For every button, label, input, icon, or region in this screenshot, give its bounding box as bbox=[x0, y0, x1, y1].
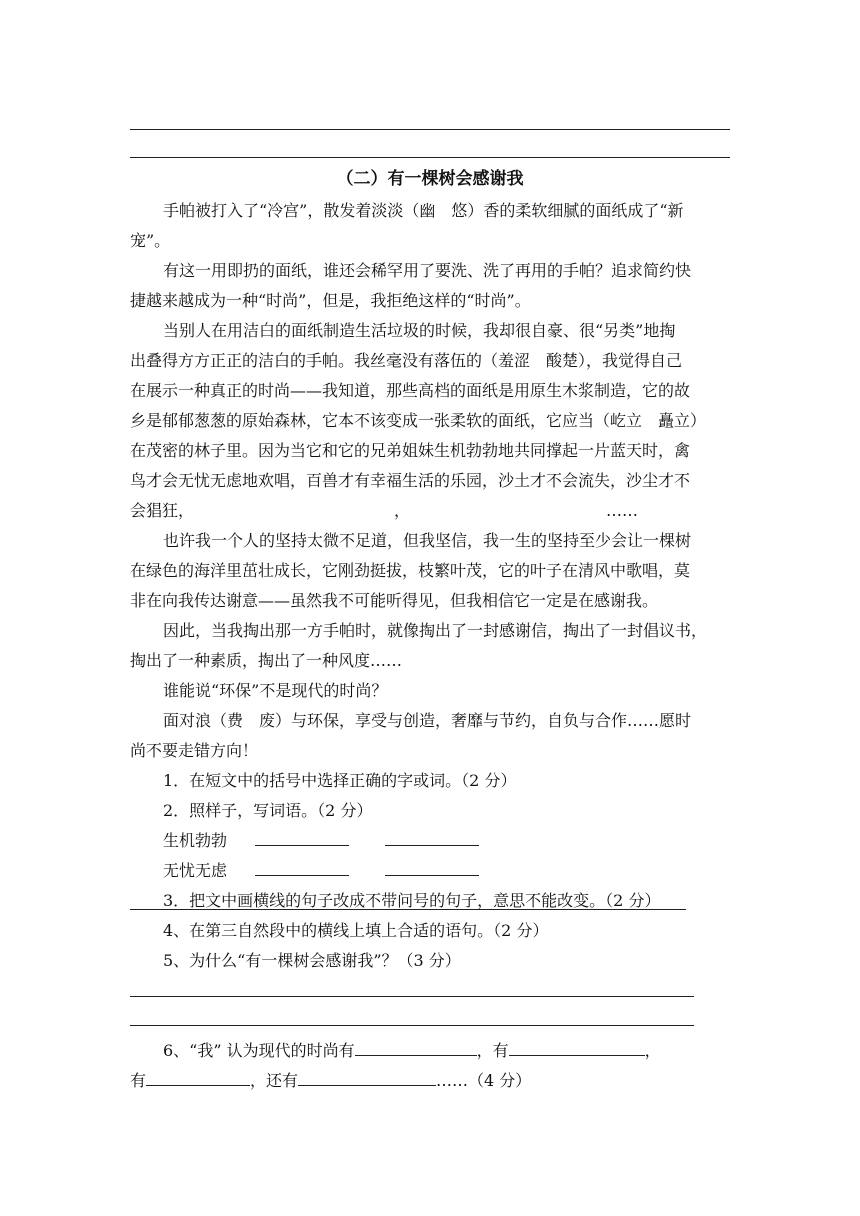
line-mid-text: ， bbox=[394, 501, 411, 520]
passage-title: （二）有一棵树会感谢我 bbox=[336, 169, 524, 189]
line-end-text: …… bbox=[606, 501, 639, 520]
answer-blank[interactable] bbox=[509, 1037, 645, 1056]
passage-line: 掏出了一种素质，掏出了一种风度…… bbox=[130, 651, 403, 670]
answer-blank[interactable] bbox=[146, 1067, 250, 1086]
passage-line: 在茂密的林子里。因为当它和它的兄弟姐妹生机勃勃地共同撑起一片蓝天时，禽 bbox=[130, 441, 691, 460]
top-rule-1 bbox=[130, 129, 730, 130]
question-4: 4、在第三自然段中的横线上填上合适的语句。（2 分） bbox=[163, 921, 549, 940]
q2-example-row-2 bbox=[163, 856, 479, 886]
answer-line-q5-2[interactable] bbox=[130, 1025, 694, 1026]
q6-text-a: 6、“我” 认为现代的时尚有 bbox=[163, 1041, 355, 1060]
answer-line-q5-1[interactable] bbox=[130, 996, 694, 997]
question-2: 2．照样子，写词语。（2 分） bbox=[163, 801, 373, 820]
q6-text-b: ，有 bbox=[476, 1041, 509, 1060]
q6-text-d: 有 bbox=[130, 1071, 147, 1090]
q6-text-f: ……（4 分） bbox=[436, 1071, 532, 1090]
answer-line-q3[interactable] bbox=[130, 909, 686, 910]
line-start-text: 会猖狂， bbox=[130, 501, 195, 520]
answer-blank[interactable] bbox=[385, 857, 479, 876]
q2-example-2: 无忧无虑 bbox=[163, 861, 228, 880]
question-6-row-1 bbox=[163, 1036, 661, 1066]
question-6-row-2 bbox=[130, 1066, 531, 1096]
question-3: 3．把文中画横线的句子改成不带问号的句子，意思不能改变。（2 分） bbox=[163, 891, 661, 910]
passage-line: 当别人在用洁白的面纸制造生活垃圾的时候，我却很自豪、很“另类”地掏 bbox=[163, 321, 676, 340]
question-1: 1．在短文中的括号中选择正确的字或词。（2 分） bbox=[163, 771, 517, 790]
answer-blank[interactable] bbox=[355, 1037, 477, 1056]
q2-example-row-1 bbox=[163, 826, 479, 856]
passage-line: 有这一用即扔的面纸，谁还会稀罕用了要洗、洗了再用的手帕？追求简约快 bbox=[163, 261, 692, 280]
passage-line: 在展示一种真正的时尚——我知道，那些高档的面纸是用原生木浆制造，它的故 bbox=[130, 381, 691, 400]
passage-line: 手帕被打入了“冷宫”，散发着淡淡（幽 悠）香的柔软细腻的面纸成了“新 bbox=[163, 201, 684, 220]
passage-line: 面对浪（费 废）与环保，享受与创造，奢靡与节约，自负与合作……愿时 bbox=[163, 711, 692, 730]
passage-line: 尚不要走错方向！ bbox=[130, 741, 259, 760]
answer-blank[interactable] bbox=[298, 1067, 436, 1086]
q6-text-c: ， bbox=[644, 1041, 661, 1060]
answer-blank[interactable] bbox=[385, 827, 479, 846]
passage-line: 非在向我传达谢意——虽然我不可能听得见，但我相信它一定是在感谢我。 bbox=[130, 591, 659, 610]
passage-line: 因此，当我掏出那一方手帕时，就像掏出了一封感谢信，掏出了一封倡议书， bbox=[163, 621, 708, 640]
answer-blank[interactable] bbox=[255, 857, 349, 876]
passage-line: 宠”。 bbox=[130, 231, 171, 250]
passage-line-blanks bbox=[130, 496, 638, 526]
passage-line: 谁能说“环保”不是现代的时尚？ bbox=[163, 681, 388, 700]
passage-line: 也许我一个人的坚持太微不足道，但我坚信，我一生的坚持至少会让一棵树 bbox=[163, 531, 692, 550]
passage-line: 在绿色的海洋里茁壮成长，它刚劲挺拔，枝繁叶茂，它的叶子在清风中歌唱，莫 bbox=[130, 561, 691, 580]
question-5: 5、为什么“有一棵树会感谢我”？（3 分） bbox=[163, 951, 461, 970]
passage-line: 乡是郁郁葱葱的原始森林，它本不该变成一张柔软的面纸，它应当（屹立 矗立） bbox=[130, 411, 707, 430]
passage-line: 出叠得方方正正的洁白的手帕。我丝毫没有落伍的（羞涩 酸楚），我觉得自己 bbox=[130, 351, 683, 370]
passage-line: 鸟才会无忧无虑地欢唱，百兽才有幸福生活的乐园，沙土才不会流失，沙尘才不 bbox=[130, 471, 691, 490]
passage-line: 捷越来越成为一种“时尚”，但是，我拒绝这样的“时尚”。 bbox=[130, 291, 531, 310]
answer-blank[interactable] bbox=[255, 827, 349, 846]
q6-text-e: ，还有 bbox=[250, 1071, 299, 1090]
top-rule-2 bbox=[130, 157, 730, 158]
q2-example-1: 生机勃勃 bbox=[163, 831, 228, 850]
